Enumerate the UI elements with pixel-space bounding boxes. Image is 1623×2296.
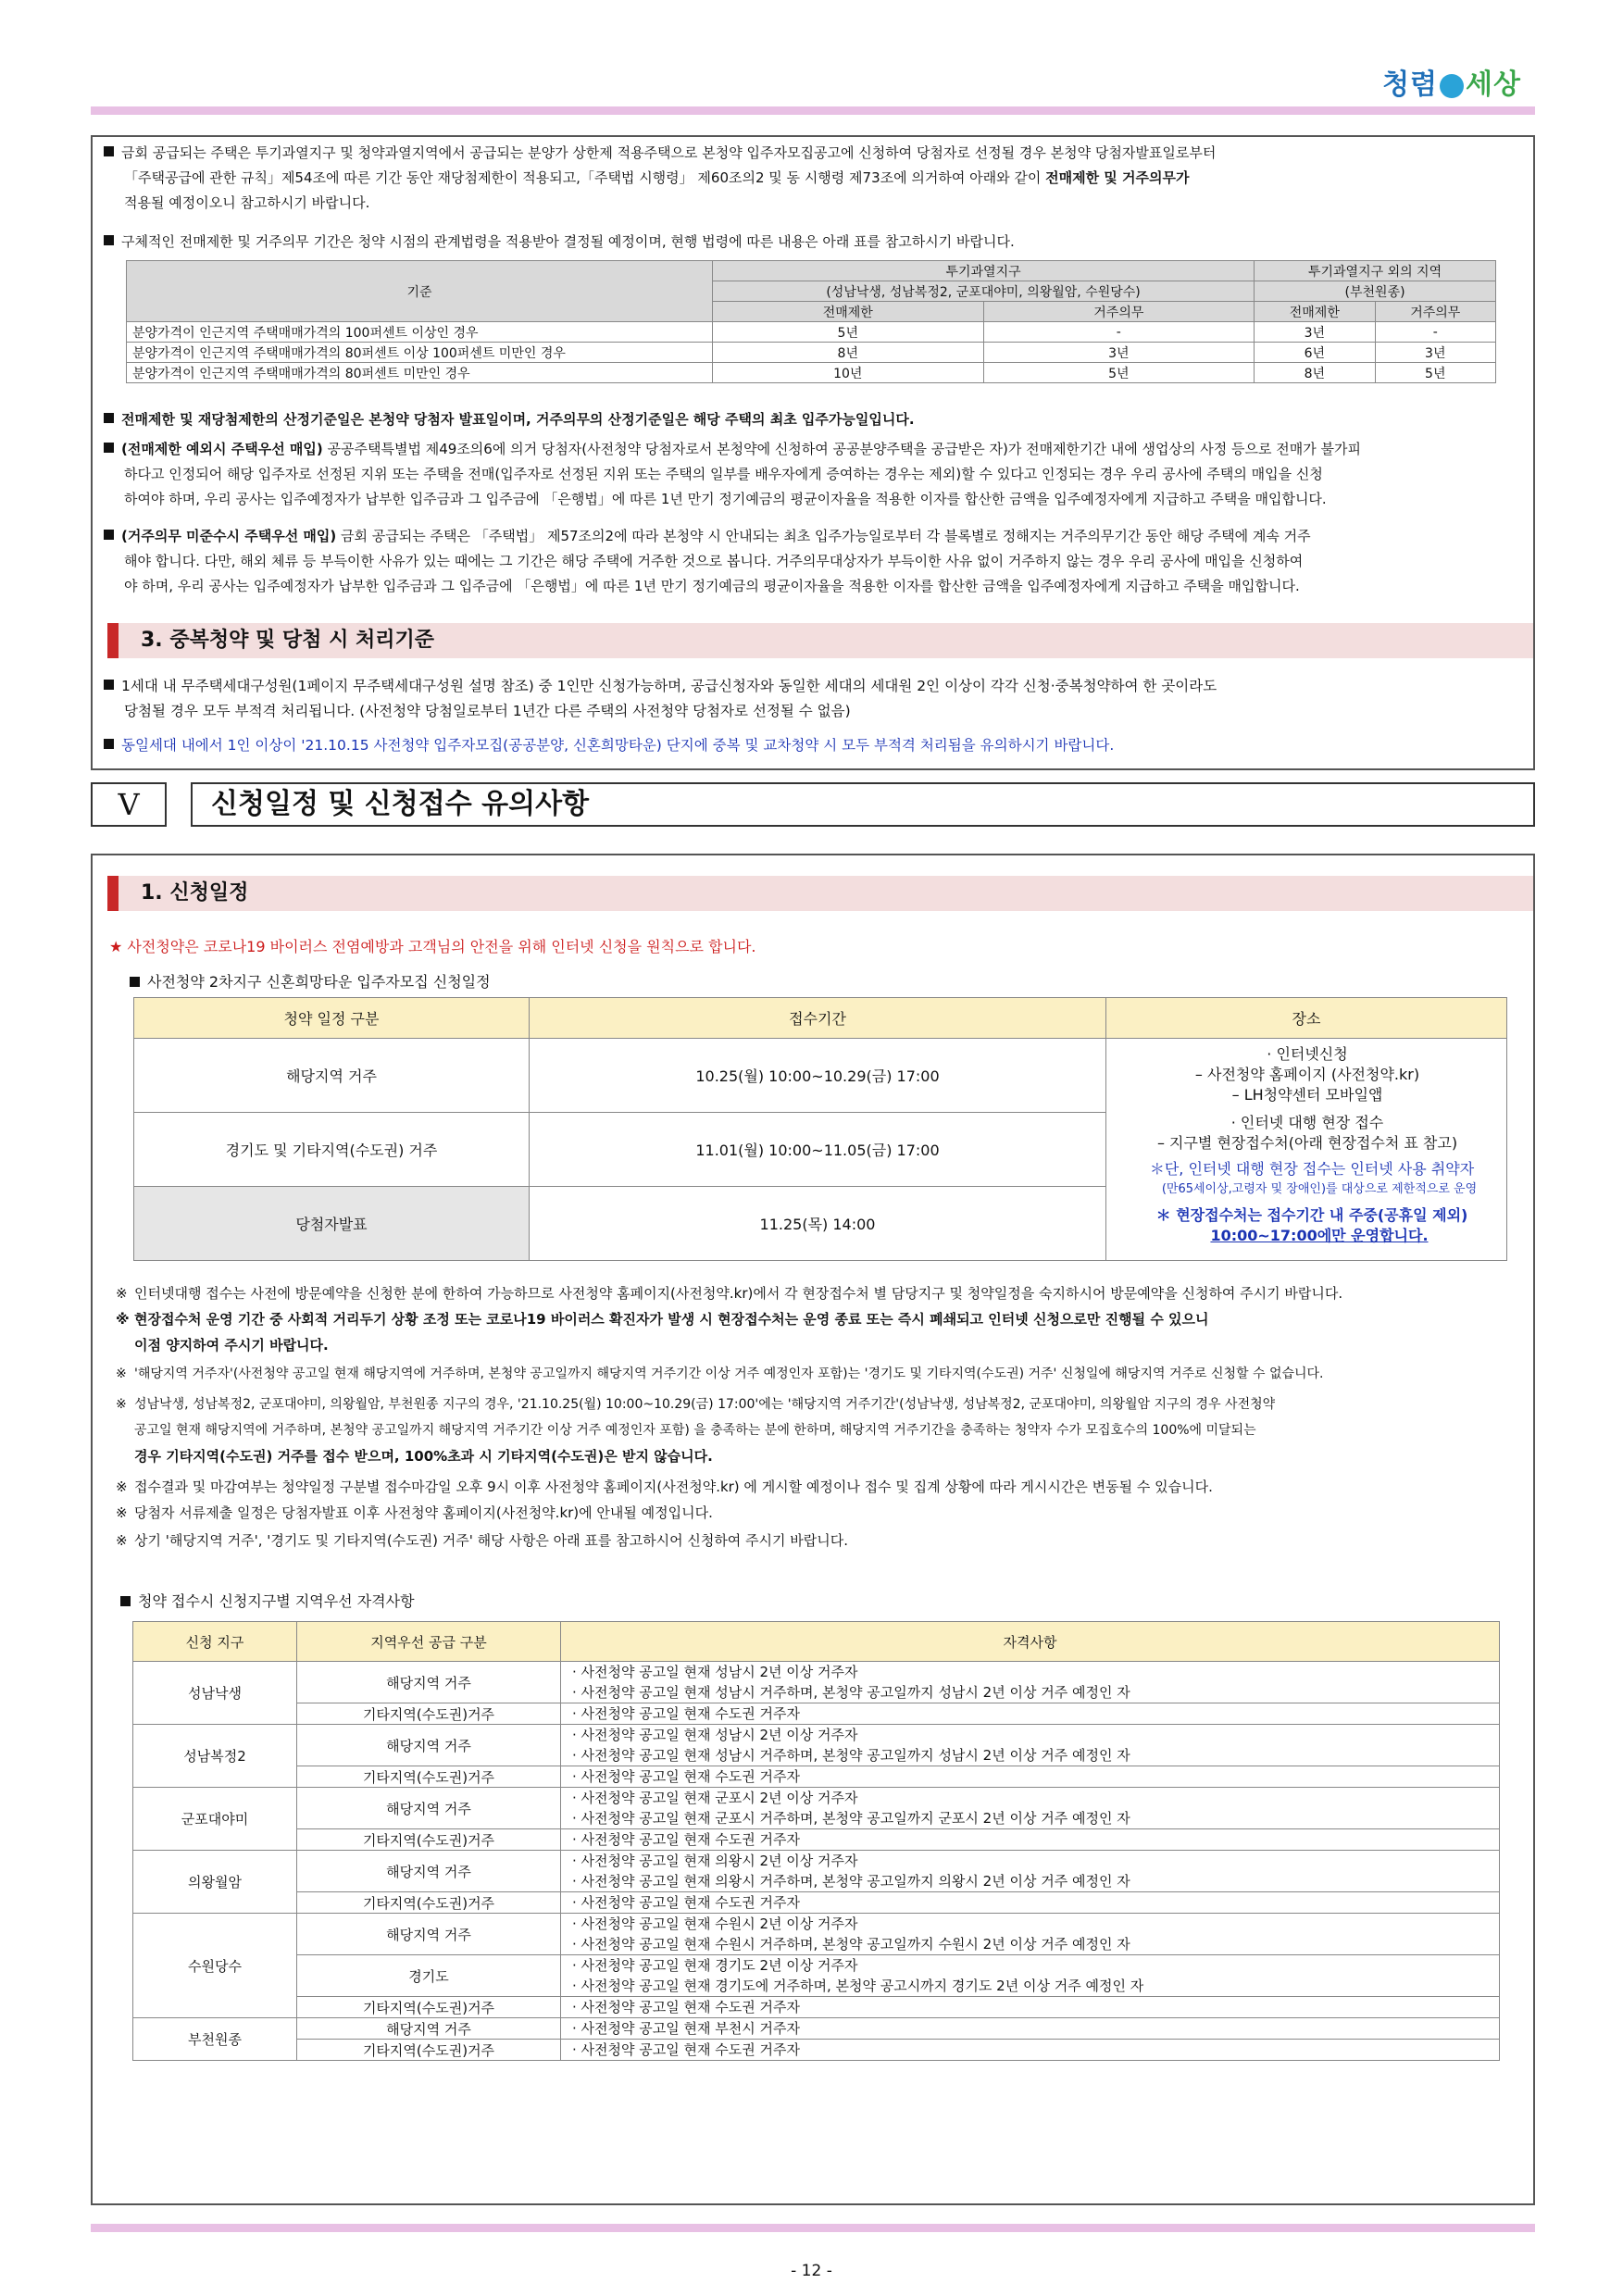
text: – 지구별 현장접수처(아래 현장접수처 표 참고): [1156, 1134, 1458, 1152]
table-row: [133, 1851, 1500, 1892]
text: – LH청약센터 모바일앱: [1231, 1086, 1383, 1104]
cell: 분양가격이 인근지역 주택매매가격의 100퍼센트 이상인 경우: [127, 322, 713, 343]
qualification-cell: · 사전청약 공고일 현재 수도권 거주자: [561, 1703, 1500, 1725]
note-item: [116, 1306, 1523, 1332]
bullet-square-icon: [104, 235, 114, 245]
cell: 경기도 및 기타지역(수도권) 거주: [134, 1113, 530, 1187]
cell: 11.25(목) 14:00: [530, 1187, 1106, 1261]
bullet-square-icon: [120, 1596, 131, 1606]
chapter-header: [91, 782, 1535, 827]
text: 10:00~17:00에만 운영합니다.: [1210, 1227, 1429, 1244]
cell: 분양가격이 인근지역 주택매매가격의 80퍼센트 미만인 경우: [127, 363, 713, 383]
table-row: [127, 343, 1496, 363]
header-resale: 전매제한: [713, 302, 984, 322]
text: · 사전청약 공고일 현재 성남시 2년 이상 거주자: [572, 1727, 858, 1743]
cell: 5년: [983, 363, 1255, 383]
text: 당첨자 서류제출 일정은 당첨자발표 이후 사전청약 홈페이지(사전청약.kr)에 안내될 예정입니다.: [134, 1504, 713, 1521]
text: · 인터넷신청: [1267, 1045, 1348, 1063]
cell: 10.25(월) 10:00~10.29(금) 17:00: [530, 1039, 1106, 1113]
text: 경우 기타지역(수도권) 거주를 접수 받으며, 100%초과 시 기타지역(수도권)은 받지 않습니다.: [134, 1448, 713, 1465]
paragraph-residence-exception: [104, 524, 1529, 599]
type-cell: 해당지역 거주: [297, 1662, 561, 1703]
note-mark: ※: [116, 1366, 127, 1381]
note-item: [134, 1443, 1523, 1469]
text: – 사전청약 홈페이지 (사전청약.kr): [1194, 1066, 1420, 1083]
text: · 사전청약 공고일 현재 경기도 2년 이상 거주자: [572, 1957, 858, 1974]
bullet-square-icon: [130, 977, 140, 987]
note-mark: ※: [116, 1285, 128, 1302]
header-cell: 접수기간: [530, 998, 1106, 1039]
text: 접수결과 및 마감여부는 청약일정 구분별 접수마감일 오후 9시 이후 사전청약 홈페이지(사전청약.kr) 에 게시할 예정이나 접수 및 집계 상황에 따라 게시시간은 변동될 수 있습니다.: [134, 1479, 1213, 1495]
text: · 사전청약 공고일 현재 성남시 거주하며, 본청약 공고일까지 성남시 2년 이상 거주 예정인 자: [572, 1747, 1130, 1764]
text-bold: 전매제한 및 재당첨제한의 산정기준일은 본청약 당첨자 발표일이며, 거주의무의 산정기준일은 해당 주택의 최초 입주가능일입니다.: [121, 411, 915, 428]
table-row: [133, 2040, 1500, 2061]
table-row: [127, 322, 1496, 343]
header-group2-sub: (부천원종): [1255, 281, 1496, 302]
note-item: [116, 1500, 1523, 1526]
text: 상기 '해당지역 거주', '경기도 및 기타지역(수도권) 거주' 해당 사항은 아래 표를 참고하시어 신청하여 주시기 바랍니다.: [134, 1532, 849, 1549]
qualification-cell: · 사전청약 공고일 현재 수도권 거주자: [561, 1766, 1500, 1788]
text: 청약 접수시 신청지구별 지역우선 자격사항: [138, 1592, 415, 1610]
section-heading: 3. 중복청약 및 당첨 시 처리기준: [107, 623, 1533, 658]
cell: 11.01(월) 10:00~11.05(금) 17:00: [530, 1113, 1106, 1187]
type-cell: 기타지역(수도권)거주: [297, 1703, 561, 1725]
cell: 해당지역 거주: [134, 1039, 530, 1113]
cell: 5년: [713, 322, 984, 343]
district-cell: 군포대야미: [133, 1788, 297, 1851]
note-mark: ※: [116, 1532, 128, 1549]
text: 사전청약 2차지구 신혼희망타운 입주자모집 신청일정: [147, 973, 491, 991]
qualification-cell: · 사전청약 공고일 현재 부천시 거주자: [561, 2018, 1500, 2040]
header-residence: 거주의무: [983, 302, 1255, 322]
place-cell: [1106, 1039, 1507, 1261]
qualification-cell: [561, 1955, 1500, 1997]
cell: 10년: [713, 363, 984, 383]
cell: 8년: [713, 343, 984, 363]
paragraph-duplicate-application: [104, 674, 1529, 724]
table-row: [133, 1766, 1500, 1788]
type-cell: 해당지역 거주: [297, 1788, 561, 1829]
district-cell: 부천원종: [133, 2018, 297, 2061]
header-cell: 장소: [1106, 998, 1507, 1039]
text: (만65세이상,고령자 및 장애인)를 대상으로 제한적으로 운영: [1161, 1182, 1478, 1196]
cell: -: [1375, 322, 1495, 343]
note-mark: ※: [116, 1504, 128, 1521]
note-item: [116, 1528, 1523, 1554]
header-cell: 청약 일정 구분: [134, 998, 530, 1039]
logo: 청렴 세상: [1382, 69, 1521, 101]
text: 하여야 하며, 우리 공사는 입주예정자가 납부한 입주금과 그 입주금에 「은행법」에 따른 1년 만기 정기예금의 평균이자율을 적용한 이자를 합산한 금액을 입주예정자에게 지급하고 주택을 매입합니다.: [124, 491, 1327, 507]
header-resale: 전매제한: [1255, 302, 1375, 322]
covid-notice: ★ 사전청약은 코로나19 바이러스 전염예방과 고객님의 안전을 위해 인터넷 신청을 원칙으로 합니다.: [109, 938, 756, 955]
table-row: [133, 1725, 1500, 1766]
text-bold: (거주의무 미준수시 주택우선 매입): [121, 528, 337, 544]
type-cell: 기타지역(수도권)거주: [297, 1892, 561, 1914]
paragraph-resale-intro: [104, 141, 1529, 216]
schedule-table: [133, 997, 1507, 1261]
text: 하다고 인정되어 해당 입주자로 선정된 지위 또는 주택을 전매(입주자로 선정된 지위 또는 주택의 일부를 배우자에게 증여하는 경우는 제외)할 수 있다고 인정되는 경우 우리 공사에 주택의 매입을 신청: [124, 466, 1323, 482]
paragraph-resale-exception: [104, 437, 1529, 512]
text: 적용될 예정이오니 참고하시기 바랍니다.: [124, 194, 370, 211]
type-cell: 해당지역 거주: [297, 1851, 561, 1892]
table-row: [134, 1039, 1507, 1113]
table-row: [133, 1788, 1500, 1829]
cell: 분양가격이 인근지역 주택매매가격의 80퍼센트 이상 100퍼센트 미만인 경우: [127, 343, 713, 363]
cell: 당첨자발표: [134, 1187, 530, 1261]
text: 「주택공급에 관한 규칙」제54조에 따른 기간 동안 재당첨제한이 적용되고,「주택법 시행령」 제60조의2 및 동 시행령 제73조에 의거하여 아래와 같이: [124, 169, 1042, 186]
text: 성남낙생, 성남복정2, 군포대야미, 의왕월암, 부천원종 지구의 경우, '21.10.25(월) 10:00~10.29(금) 17:00'에는 '해당지역 거주기간'(성남낙생, 성남복정2, 군포대야미, 의왕월암 지구의 경우 사전청약: [134, 1397, 1276, 1412]
bullet-square-icon: [104, 413, 114, 423]
text: 1세대 내 무주택세대구성원(1페이지 무주택세대구성원 설명 참조) 중 1인만 신청가능하며, 공급신청자와 동일한 세대의 세대원 2인 이상이 각각 신청·중복청약하여 한 곳이라도: [121, 678, 1217, 694]
header-cell: 신청 지구: [133, 1622, 297, 1662]
bullet-square-icon: [104, 443, 114, 453]
cell: 3년: [983, 343, 1255, 363]
table-row: [133, 1997, 1500, 2018]
text: 금회 공급되는 주택은 투기과열지구 및 청약과열지역에서 공급되는 분양가 상한제 적용주택으로 본청약 입주자모집공고에 신청하여 당첨자로 선정될 경우 본청약 당첨자발표일로부터: [121, 144, 1217, 161]
table-row: [133, 1829, 1500, 1851]
district-cell: 성남복정2: [133, 1725, 297, 1788]
type-cell: 해당지역 거주: [297, 1914, 561, 1955]
type-cell: 기타지역(수도권)거주: [297, 1997, 561, 2018]
text: 금회 공급되는 주택은 「주택법」 제57조의2에 따라 본청약 시 안내되는 최초 입주가능일로부터 각 블록별로 정해지는 거주의무기간 동안 해당 주택에 계속 거주: [336, 528, 1311, 544]
table-row: [133, 1703, 1500, 1725]
table-row: [133, 1955, 1500, 1997]
note-item: [134, 1417, 1523, 1443]
text-bold: 전매제한 및 거주의무가: [1045, 169, 1190, 186]
type-cell: 기타지역(수도권)거주: [297, 1829, 561, 1851]
district-cell: 수원당수: [133, 1914, 297, 2018]
type-cell: 해당지역 거주: [297, 2018, 561, 2040]
header-group1-sub: (성남낙생, 성남복정2, 군포대야미, 의왕월암, 수원당수): [713, 281, 1255, 302]
paragraph-duplicate-warning: [104, 733, 1529, 758]
header-group1: 투기과열지구: [713, 261, 1255, 281]
note-mark: ※: [116, 1397, 127, 1412]
header-divider: [91, 106, 1535, 115]
text: · 사전청약 공고일 현재 의왕시 거주하며, 본청약 공고일까지 의왕시 2년 이상 거주 예정인 자: [572, 1873, 1130, 1890]
note-item: [116, 1280, 1523, 1306]
region-table-title: [120, 1590, 415, 1611]
text: ＊ 현장접수처는 접수기간 내 주중(공휴일 제외): [1155, 1206, 1468, 1224]
bullet-square-icon: [104, 739, 114, 749]
text: 공고일 현재 해당지역에 거주하며, 본청약 공고일까지 해당지역 거주기간 이상 거주 예정인자 포함) 을 충족하는 분에 한하며, 해당지역 거주기간을 충족하는 청약자 수가 모집호수의 100%에 미달되는: [134, 1423, 1256, 1438]
bullet-square-icon: [104, 530, 114, 540]
cell: 8년: [1255, 363, 1375, 383]
text: · 인터넷 대행 현장 접수: [1230, 1114, 1384, 1131]
table-row: [133, 2018, 1500, 2040]
text: ＊단, 인터넷 대행 현장 접수는 인터넷 사용 취약자: [1149, 1160, 1475, 1178]
type-cell: 경기도: [297, 1955, 561, 1997]
header-cell: 지역우선 공급 구분: [297, 1622, 561, 1662]
table-row: [133, 1662, 1500, 1703]
footer-divider: [91, 2224, 1535, 2232]
cell: 3년: [1375, 343, 1495, 363]
text: · 사전청약 공고일 현재 의왕시 2년 이상 거주자: [572, 1853, 858, 1869]
paragraph-table-intro: [104, 230, 1529, 255]
region-priority-table: [132, 1621, 1500, 2061]
text: '해당지역 거주자'(사전청약 공고일 현재 해당지역에 거주하며, 본청약 공고일까지 해당지역 거주기간 이상 거주 예정인자 포함)는 '경기도 및 기타지역(수도권) 거주' 신청일에 해당지역 거주로 신청할 수 없습니다.: [134, 1366, 1324, 1381]
bullet-square-icon: [104, 680, 114, 690]
text: 구체적인 전매제한 및 거주의무 기간은 청약 시점의 관계법령을 적용받아 결정될 예정이며, 현행 법령에 따른 내용은 아래 표를 참고하시기 바랍니다.: [121, 233, 1015, 250]
table-row: [133, 1892, 1500, 1914]
text: · 사전청약 공고일 현재 수원시 2년 이상 거주자: [572, 1915, 858, 1932]
qualification-cell: · 사전청약 공고일 현재 수도권 거주자: [561, 1829, 1500, 1851]
qualification-cell: [561, 1662, 1500, 1703]
text: 동일세대 내에서 1인 이상이 '21.10.15 사전청약 입주자모집(공공분양, 신혼희망타운) 단지에 중복 및 교차청약 시 모두 부적격 처리됨을 유의하시기 바랍니다.: [121, 737, 1115, 754]
page-number: - 12 -: [791, 2262, 832, 2280]
globe-icon: [1440, 74, 1464, 98]
text: 해야 합니다. 다만, 해외 체류 등 부득이한 사유가 있는 때에는 그 기간은 해당 주택에 거주한 것으로 봅니다. 거주의무대상자가 부득이한 사유 없이 거주하지 않는 경우 우리 공사에 매입을 신청하여: [124, 553, 1304, 569]
qualification-cell: · 사전청약 공고일 현재 수도권 거주자: [561, 1892, 1500, 1914]
cell: -: [983, 322, 1255, 343]
text: · 사전청약 공고일 현재 성남시 거주하며, 본청약 공고일까지 성남시 2년 이상 거주 예정인 자: [572, 1684, 1130, 1701]
resale-restriction-table: [126, 260, 1496, 383]
header-cell: 자격사항: [561, 1622, 1500, 1662]
type-cell: 해당지역 거주: [297, 1725, 561, 1766]
text: 이점 양지하여 주시기 바랍니다.: [134, 1337, 329, 1354]
text: · 사전청약 공고일 현재 수원시 거주하며, 본청약 공고일까지 수원시 2년 이상 거주 예정인 자: [572, 1936, 1130, 1953]
text: 야 하며, 우리 공사는 입주예정자가 납부한 입주금과 그 입주금에 「은행법」에 따른 1년 만기 정기예금의 평균이자율을 적용한 이자를 합산한 금액을 입주예정자에게 지급하고 주택을 매입합니다.: [124, 578, 1300, 594]
text: 공공주택특별법 제49조의6에 의거 당첨자(사전청약 당첨자로서 본청약에 신청하여 공공분양주택을 공급받은 자)가 전매제한기간 내에 생업상의 사정 등으로 전매가 불가피: [322, 441, 1361, 457]
note-item: [116, 1474, 1523, 1500]
text: 인터넷대행 접수는 사전에 방문예약을 신청한 분에 한하여 가능하므로 사전청약 홈페이지(사전청약.kr)에서 각 현장접수처 별 담당지구 및 청약일정을 숙지하시어 방문예약을 신청하여 주시기 바랍니다.: [134, 1285, 1343, 1302]
bullet-square-icon: [104, 146, 114, 156]
text: · 사전청약 공고일 현재 경기도에 거주하며, 본청약 공고시까지 경기도 2년 이상 거주 예정인 자: [572, 1978, 1144, 1994]
note-mark: ※: [116, 1311, 130, 1328]
district-cell: 의왕월암: [133, 1851, 297, 1914]
qualification-cell: [561, 1851, 1500, 1892]
schedule-title: [130, 970, 491, 992]
table-row: [133, 1914, 1500, 1955]
header-residence: 거주의무: [1375, 302, 1495, 322]
text-bold: (전매제한 예외시 주택우선 매입): [121, 441, 323, 457]
qualification-cell: · 사전청약 공고일 현재 수도권 거주자: [561, 1997, 1500, 2018]
note-mark: ※: [116, 1479, 128, 1495]
text: 당첨될 경우 모두 부적격 처리됩니다. (사전청약 당첨일로부터 1년간 다른 주택의 사전청약 당첨자로 선정될 수 없음): [124, 703, 851, 719]
text: · 사전청약 공고일 현재 성남시 2년 이상 거주자: [572, 1664, 858, 1680]
text: · 사전청약 공고일 현재 군포시 거주하며, 본청약 공고일까지 군포시 2년 이상 거주 예정인 자: [572, 1810, 1130, 1827]
note-item: [116, 1391, 1523, 1417]
table-row: [127, 363, 1496, 383]
text: 현장접수처 운영 기간 중 사회적 거리두기 상황 조정 또는 코로나19 바이러스 확진자가 발생 시 현장접수처는 운영 종료 또는 즉시 폐쇄되고 인터넷 신청으로만 진행될 수 있으니: [134, 1311, 1209, 1328]
qualification-cell: · 사전청약 공고일 현재 수도권 거주자: [561, 2040, 1500, 2061]
qualification-cell: [561, 1788, 1500, 1829]
cell: 5년: [1375, 363, 1495, 383]
note-item: [134, 1332, 1523, 1358]
type-cell: 기타지역(수도권)거주: [297, 1766, 561, 1788]
type-cell: 기타지역(수도권)거주: [297, 2040, 561, 2061]
chapter-number: Ⅴ: [91, 782, 167, 827]
section-heading: 1. 신청일정: [107, 876, 1533, 911]
cell: 6년: [1255, 343, 1375, 363]
cell: 3년: [1255, 322, 1375, 343]
note-item: [116, 1361, 1523, 1387]
paragraph-baseline-date: [104, 407, 1529, 432]
qualification-cell: [561, 1914, 1500, 1955]
qualification-cell: [561, 1725, 1500, 1766]
header-criteria: 기준: [127, 261, 713, 322]
header-group2: 투기과열지구 외의 지역: [1255, 261, 1496, 281]
district-cell: 성남낙생: [133, 1662, 297, 1725]
chapter-title: 신청일정 및 신청접수 유의사항: [191, 782, 1535, 827]
text: · 사전청약 공고일 현재 군포시 2년 이상 거주자: [572, 1790, 858, 1806]
